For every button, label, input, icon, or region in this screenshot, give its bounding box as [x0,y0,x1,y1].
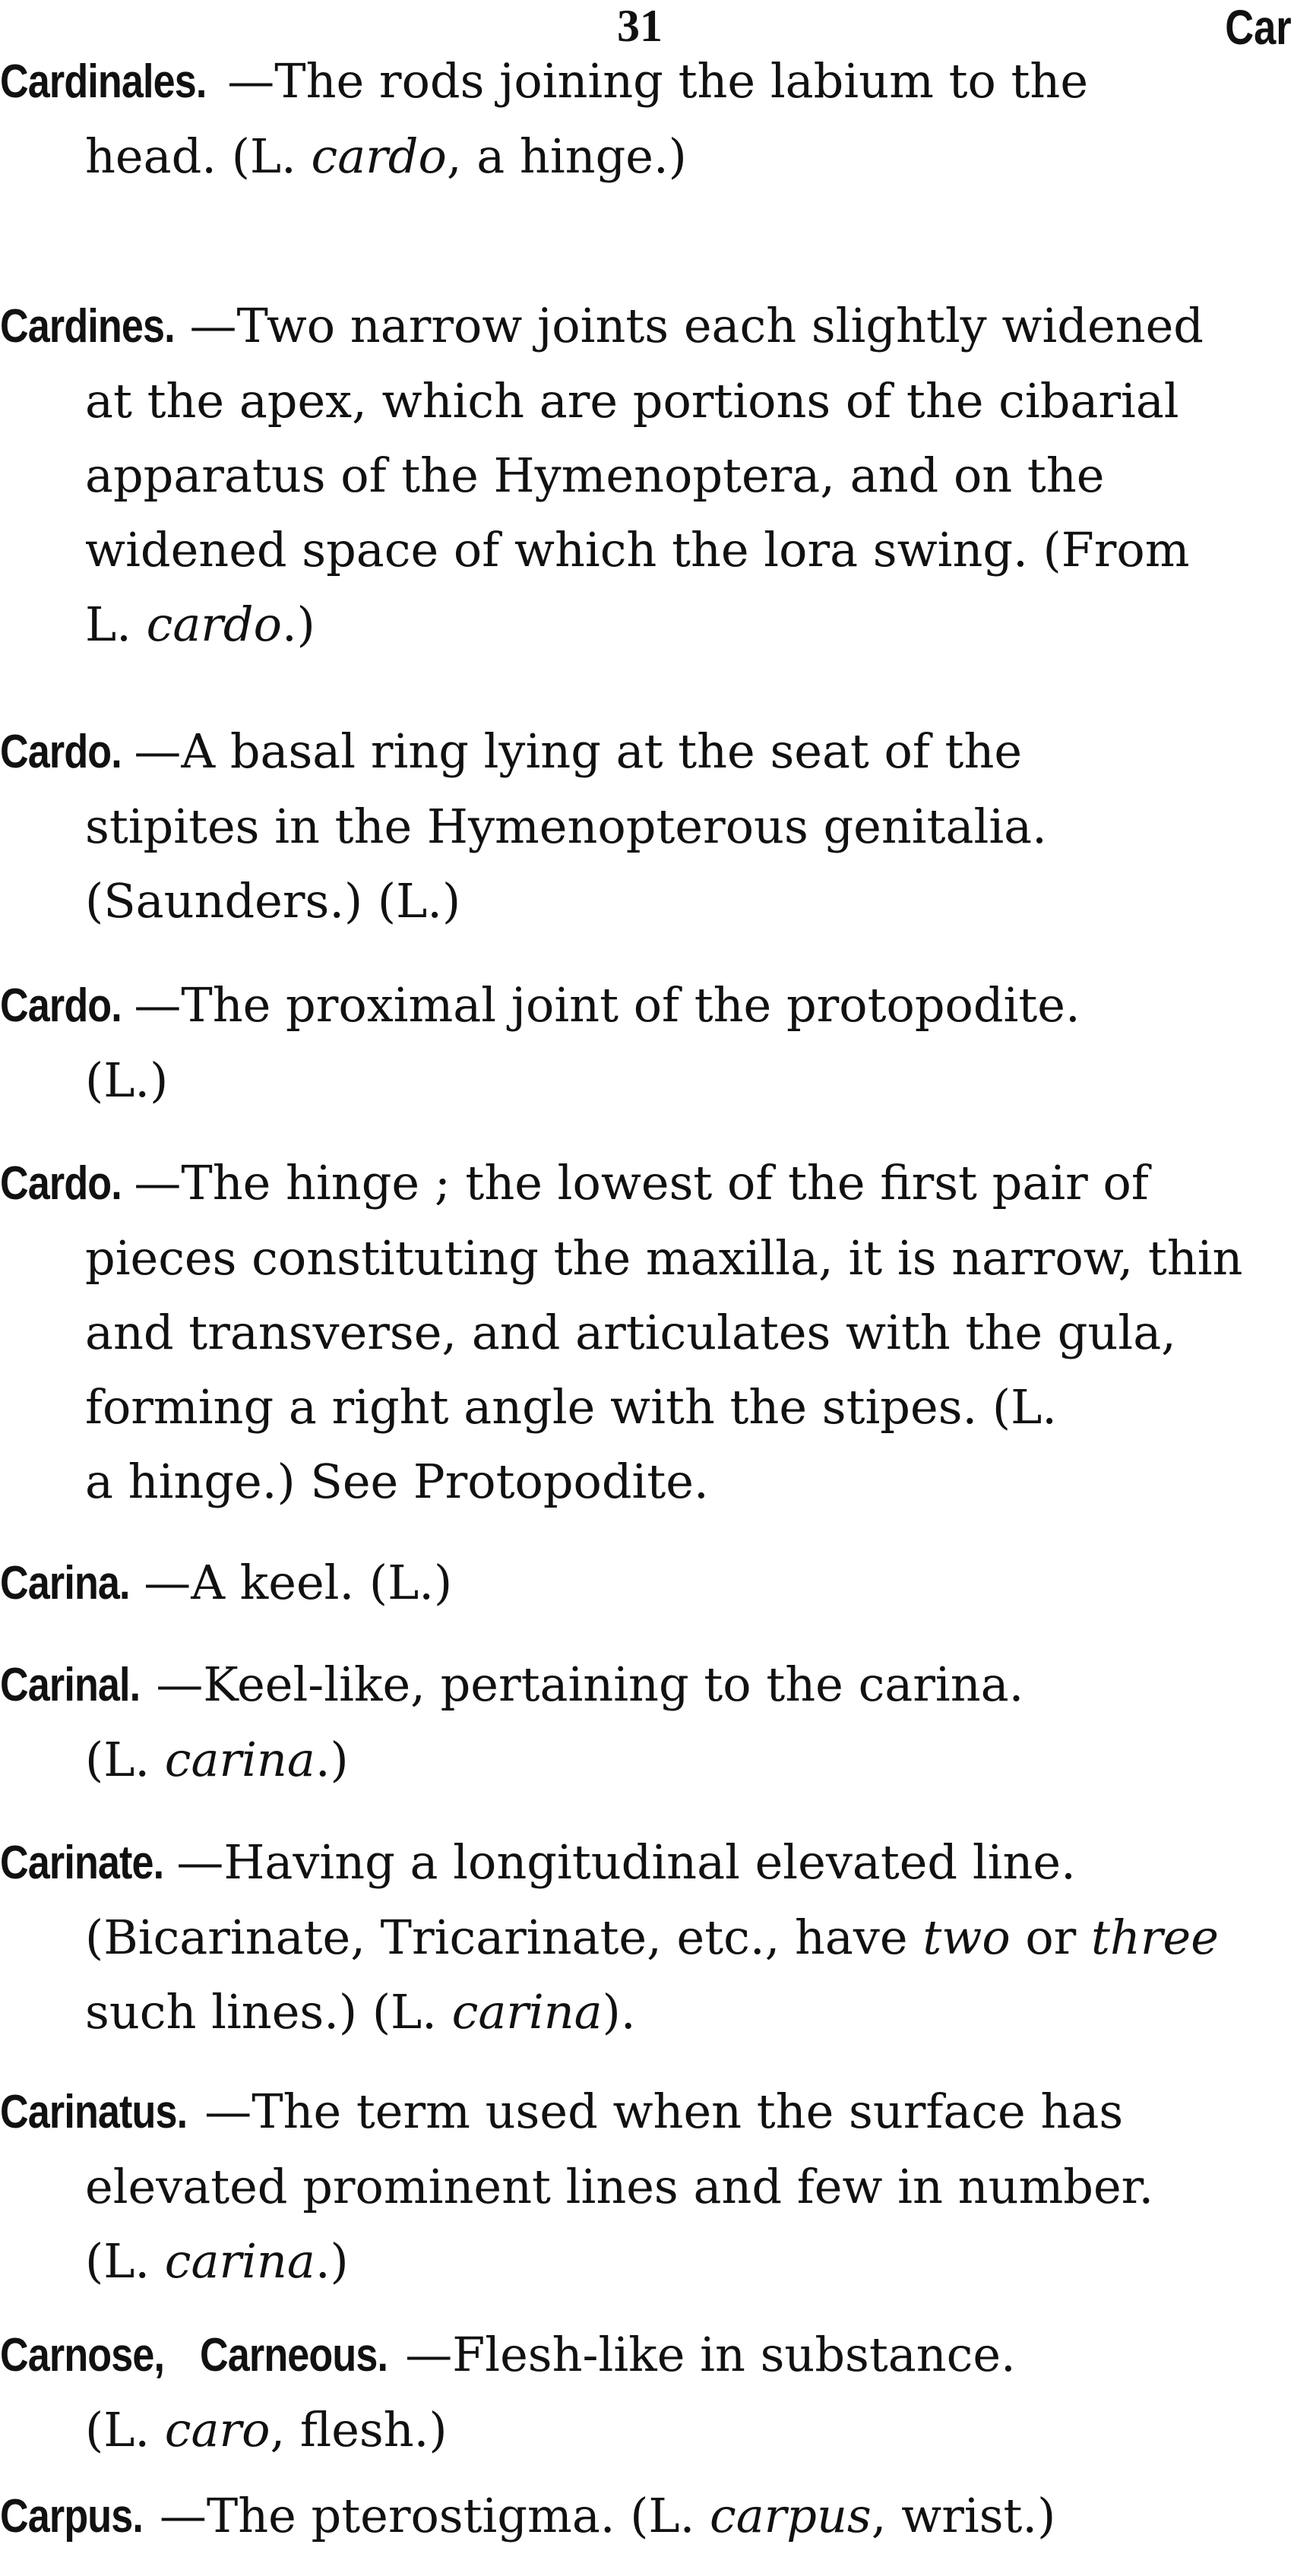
entry-line: Carinatus. —The term used when the surface has [0,2074,1292,2150]
entry-cardines [0,289,1292,662]
entry-line: Cardinales. —The rods joining the labium to the [0,44,1292,119]
entry-carinate [0,1825,1292,2049]
entry-line: Carnose, Carneous. —Flesh-like in substance. [0,2318,1292,2393]
entry-term: Cardines. [0,300,175,353]
entry-line: Cardines. —Two narrow joints each slightly widened [0,289,1292,364]
entry-line: forming a right angle with the stipes. (L. [85,1379,1057,1435]
entry-line: and transverse, and articulates with the gula, [85,1305,1176,1360]
running-head: Car [1225,0,1292,55]
entry-line: head. (L. cardo, a hinge.) [85,128,687,184]
entry-cardo-1 [0,714,1292,938]
entry-cardinales [0,44,1292,194]
entry-line: Carina. —A keel. (L.) [0,1546,1292,1621]
entry-line: a hinge.) See Protopodite. [85,1454,709,1509]
entry-term: Carpus. [0,2490,144,2543]
entry-line: (Bicarinate, Tricarinate, etc., have two or three [85,1910,1219,1965]
entry-line: Carinal. —Keel-like, pertaining to the carina. [0,1647,1292,1723]
entry-line: (L.) [85,1052,169,1108]
entry-carina [0,1546,1292,1621]
entry-line: elevated prominent lines and few in number. [85,2159,1154,2214]
entry-term: Carina. [0,1557,130,1609]
entry-term: Carinate. [0,1837,164,1889]
page-number: 31 [617,1,663,51]
entry-line: at the apex, which are portions of the cibarial [85,373,1179,429]
entry-term-alt: Carneous. [200,2329,388,2381]
entry-cardo-3 [0,1146,1292,1519]
entry-term: Cardo. [0,726,122,778]
entry-line: (Saunders.) (L.) [85,873,461,929]
entry-line: Carinate. —Having a longitudinal elevated line. [0,1825,1292,1900]
entry-line: (L. carina.) [85,1732,349,1787]
entry-carinatus [0,2074,1292,2299]
entry-carnose [0,2318,1292,2467]
entry-line: pieces constituting the maxilla, it is narrow, thin [85,1230,1243,1286]
entry-term: Carinal. [0,1659,141,1711]
entry-line: Carpus. —The pterostigma. (L. carpus, wrist.) [0,2479,1292,2554]
entry-line: Cardo. —A basal ring lying at the seat of the [0,714,1292,790]
entry-term: Carinatus. [0,2086,188,2138]
entry-cardo-2 [0,968,1292,1118]
entry-line: stipites in the Hymenopterous genitalia. [85,799,1047,854]
entry-line: widened space of which the lora swing. (From [85,522,1190,578]
entry-term: Carnose, [0,2329,165,2381]
entry-carpus [0,2479,1292,2554]
entry-line: apparatus of the Hymenoptera, and on the [85,448,1105,503]
entry-term: Cardinales. [0,55,207,108]
entry-line: Cardo. —The hinge ; the lowest of the first pair of [0,1146,1292,1221]
entry-line: L. cardo.) [85,597,315,652]
entry-line: (L. caro, flesh.) [85,2402,448,2457]
entry-line: (L. carina.) [85,2233,349,2289]
entry-line: such lines.) (L. carina). [85,1984,636,2040]
entry-line: Cardo. —The proximal joint of the protopodite. [0,968,1292,1043]
entry-term: Cardo. [0,1157,122,1210]
entry-term: Cardo. [0,979,122,1032]
entry-carinal [0,1647,1292,1797]
